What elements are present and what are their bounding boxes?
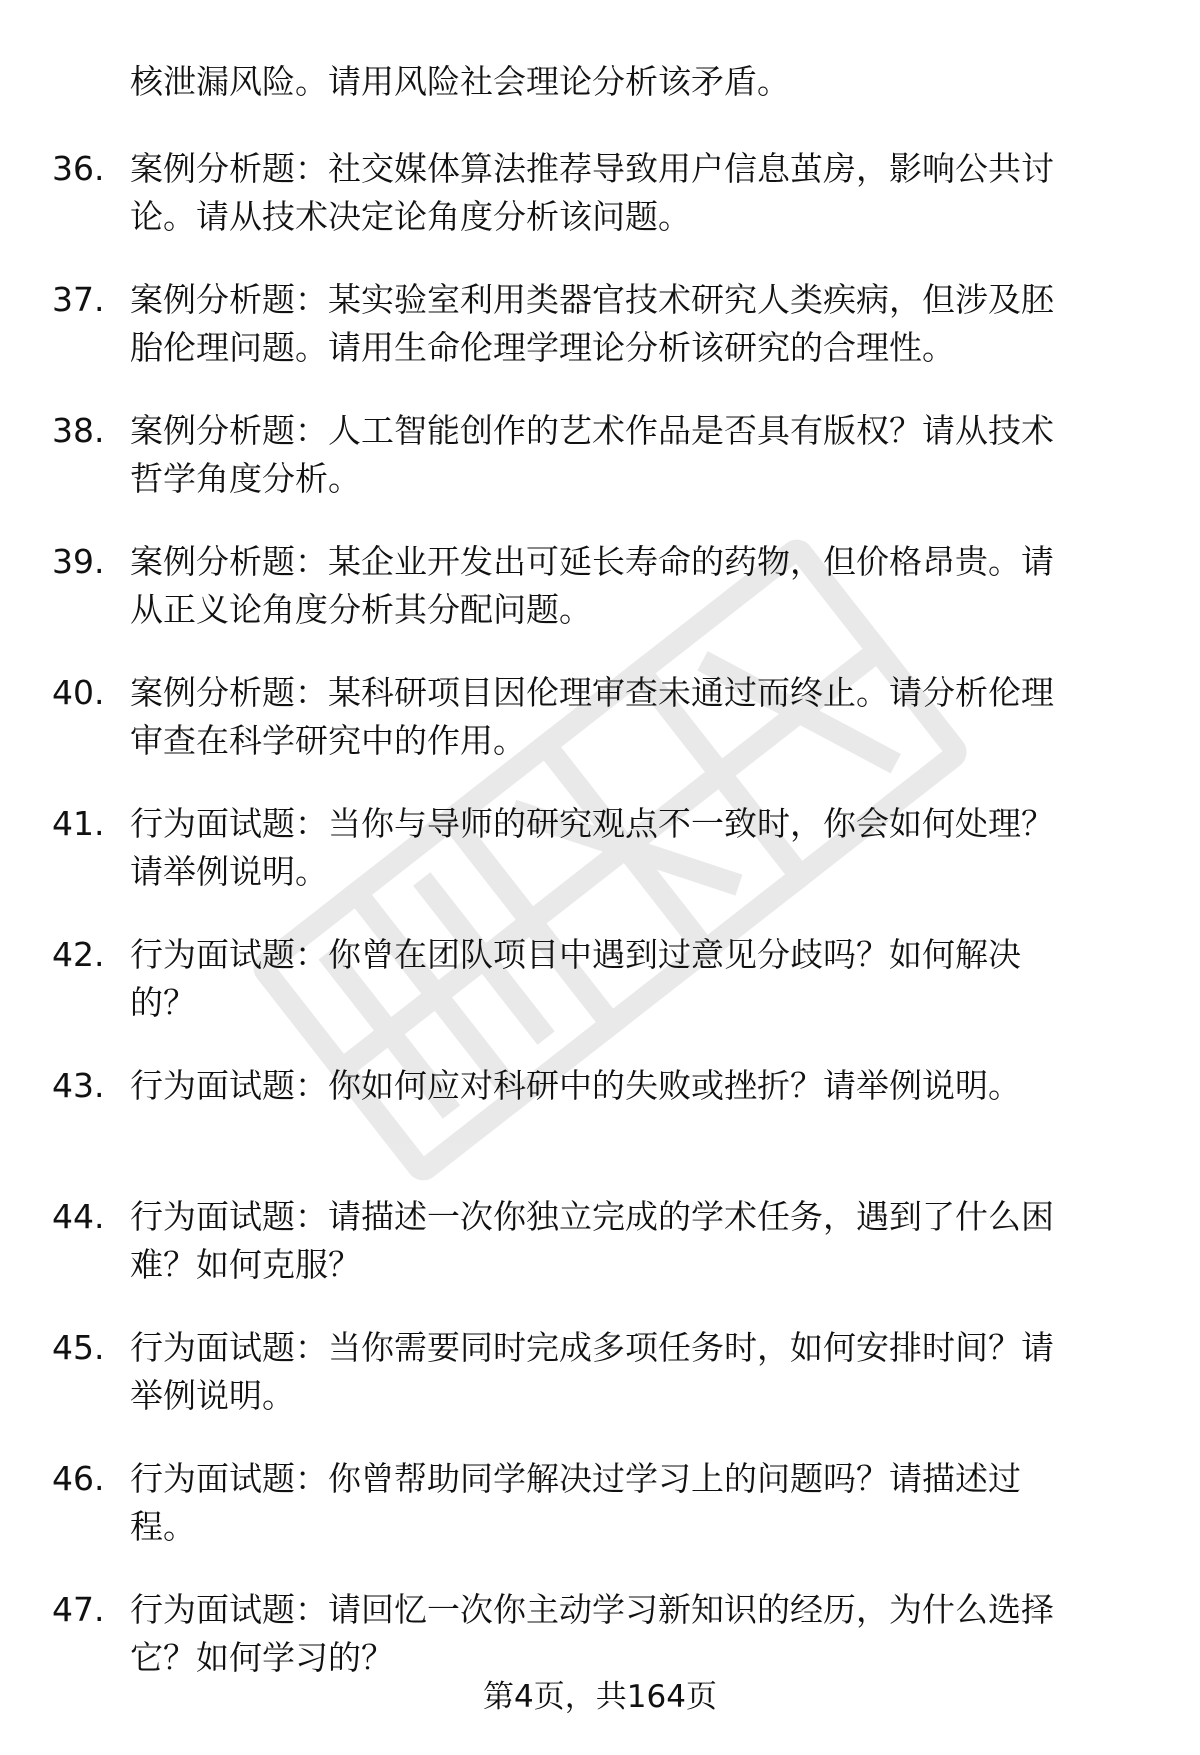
question-text-line: 行为面试题：你曾帮助同学解决过学习上的问题吗？请描述过	[130, 1459, 1021, 1498]
question-text-line: 审查在科学研究中的作用。	[130, 721, 526, 760]
question-text-line: 案例分析题：社交媒体算法推荐导致用户信息茧房，影响公共讨	[130, 149, 1054, 188]
question-number: 36.	[52, 149, 105, 188]
question-number: 40.	[52, 673, 105, 712]
question-number: 38.	[52, 411, 105, 450]
question-text	[130, 538, 1150, 634]
question-item	[0, 1455, 1200, 1586]
continuation-text: 核泄漏风险。请用风险社会理论分析该矛盾。	[130, 62, 790, 101]
question-item	[0, 931, 1200, 1062]
question-text	[130, 145, 1150, 241]
question-text-line: 的？	[130, 983, 196, 1022]
question-text-line: 难？如何克服？	[130, 1245, 361, 1284]
question-item	[0, 538, 1200, 669]
question-text-line: 案例分析题：某实验室利用类器官技术研究人类疾病，但涉及胚	[130, 280, 1054, 319]
question-text-line: 行为面试题：当你与导师的研究观点不一致时，你会如何处理？	[130, 804, 1054, 843]
question-number: 43.	[52, 1066, 105, 1105]
question-text	[130, 276, 1150, 372]
question-text-line: 举例说明。	[130, 1376, 295, 1415]
question-text-line: 请举例说明。	[130, 852, 328, 891]
question-number: 46.	[52, 1459, 105, 1498]
question-text-line: 案例分析题：人工智能创作的艺术作品是否具有版权？请从技术	[130, 411, 1054, 450]
question-list	[0, 145, 1200, 1717]
question-number: 41.	[52, 804, 105, 843]
question-text-line: 行为面试题：你如何应对科研中的失败或挫折？请举例说明。	[130, 1066, 1021, 1105]
question-item	[0, 276, 1200, 407]
question-number: 45.	[52, 1328, 105, 1367]
question-text	[130, 800, 1150, 896]
question-item	[0, 669, 1200, 800]
question-text-line: 案例分析题：某企业开发出可延长寿命的药物，但价格昂贵。请	[130, 542, 1054, 581]
question-text	[130, 407, 1150, 503]
question-text-line: 它？如何学习的？	[130, 1638, 394, 1677]
question-text	[130, 669, 1150, 765]
question-text-line: 行为面试题：你曾在团队项目中遇到过意见分歧吗？如何解决	[130, 935, 1021, 974]
question-text-line: 胎伦理问题。请用生命伦理学理论分析该研究的合理性。	[130, 328, 955, 367]
question-item	[0, 800, 1200, 931]
question-text	[130, 1455, 1150, 1551]
question-text-line: 哲学角度分析。	[130, 459, 361, 498]
question-text	[130, 1324, 1150, 1420]
question-text	[130, 931, 1150, 1027]
question-item	[0, 1324, 1200, 1455]
question-item	[0, 145, 1200, 276]
question-item	[0, 407, 1200, 538]
page-footer: 第4页，共164页	[483, 1679, 717, 1715]
question-number: 44.	[52, 1197, 105, 1236]
question-number: 42.	[52, 935, 105, 974]
question-number: 47.	[52, 1590, 105, 1629]
question-text-line: 行为面试题：请描述一次你独立完成的学术任务，遇到了什么困	[130, 1197, 1054, 1236]
question-text-line: 从正义论角度分析其分配问题。	[130, 590, 592, 629]
question-text-line: 行为面试题：当你需要同时完成多项任务时，如何安排时间？请	[130, 1328, 1054, 1367]
question-text-line: 论。请从技术决定论角度分析该问题。	[130, 197, 691, 236]
question-text-line: 程。	[130, 1507, 196, 1546]
question-text-line: 行为面试题：请回忆一次你主动学习新知识的经历，为什么选择	[130, 1590, 1054, 1629]
question-text	[130, 1586, 1150, 1682]
question-number: 37.	[52, 280, 105, 319]
question-item	[0, 1062, 1200, 1193]
question-number: 39.	[52, 542, 105, 581]
question-item	[0, 1193, 1200, 1324]
question-text-line: 案例分析题：某科研项目因伦理审查未通过而终止。请分析伦理	[130, 673, 1054, 712]
question-text	[130, 1062, 1150, 1110]
question-text	[130, 1193, 1150, 1289]
